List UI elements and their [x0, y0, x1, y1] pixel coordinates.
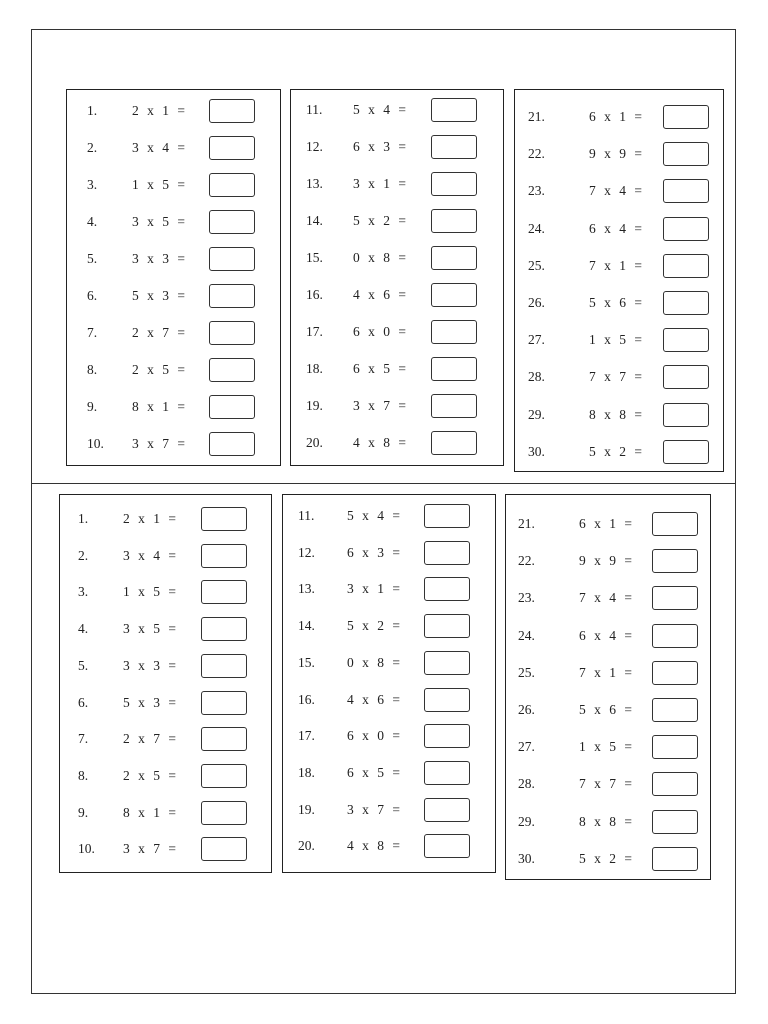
answer-box[interactable] — [652, 735, 698, 759]
problem-expression: 5 x 2 = — [353, 213, 407, 228]
answer-box[interactable] — [663, 179, 709, 203]
problem-row — [291, 172, 503, 198]
answer-box[interactable] — [424, 504, 470, 528]
problem-row — [283, 504, 495, 530]
problem-row — [506, 735, 710, 761]
problem-panel — [505, 494, 711, 880]
problem-expression: 6 x 4 = — [589, 220, 643, 236]
answer-box[interactable] — [663, 105, 709, 129]
answer-box[interactable] — [424, 761, 470, 785]
problem-row — [506, 810, 710, 836]
answer-box[interactable] — [209, 284, 255, 308]
problem-number: 1. — [87, 103, 98, 118]
answer-box[interactable] — [201, 691, 247, 715]
problem-number: 14. — [306, 213, 323, 228]
problem-row — [515, 179, 723, 205]
problem-row — [291, 135, 503, 161]
problem-number: 24. — [528, 220, 545, 236]
answer-box[interactable] — [652, 549, 698, 573]
problem-row — [67, 284, 280, 310]
problem-expression: 8 x 8 = — [589, 406, 643, 422]
problem-expression: 6 x 1 = — [579, 516, 633, 531]
answer-box[interactable] — [663, 291, 709, 315]
problem-number: 21. — [518, 516, 535, 531]
answer-box[interactable] — [424, 724, 470, 748]
problem-number: 9. — [87, 399, 98, 414]
problem-number: 28. — [528, 369, 545, 385]
problem-row — [283, 798, 495, 824]
problem-row — [283, 761, 495, 787]
problem-row — [515, 365, 723, 391]
problem-expression: 7 x 7 = — [589, 369, 643, 385]
problem-expression: 2 x 5 = — [132, 362, 186, 377]
problem-expression: 6 x 0 = — [347, 728, 401, 744]
problem-row — [283, 688, 495, 714]
answer-box[interactable] — [431, 209, 477, 233]
problem-row — [60, 544, 271, 570]
problem-number: 25. — [528, 257, 545, 273]
answer-box[interactable] — [663, 365, 709, 389]
problem-row — [291, 209, 503, 235]
problem-row — [506, 512, 710, 538]
problem-row — [60, 617, 271, 643]
problem-expression: 5 x 2 = — [347, 618, 401, 634]
problem-row — [515, 105, 723, 131]
answer-box[interactable] — [431, 172, 477, 196]
problem-number: 26. — [518, 702, 535, 717]
problem-row — [67, 432, 280, 458]
problem-number: 11. — [298, 508, 315, 523]
problem-expression: 0 x 8 = — [353, 250, 407, 265]
problem-expression: 2 x 5 = — [123, 767, 177, 783]
problem-number: 8. — [87, 362, 98, 377]
answer-box[interactable] — [431, 98, 477, 122]
problem-row — [67, 395, 280, 421]
problem-row — [291, 357, 503, 383]
problem-expression: 0 x 8 = — [347, 654, 401, 670]
problem-row — [283, 614, 495, 640]
problem-expression: 7 x 1 = — [589, 257, 643, 273]
problem-number: 16. — [298, 691, 315, 707]
problem-row — [515, 328, 723, 354]
answer-box[interactable] — [431, 135, 477, 159]
problem-number: 8. — [78, 767, 89, 783]
problem-row — [67, 99, 280, 125]
problem-expression: 9 x 9 = — [579, 553, 633, 569]
answer-box[interactable] — [663, 217, 709, 241]
problem-number: 14. — [298, 618, 315, 634]
problem-panel — [66, 89, 281, 466]
problem-expression: 2 x 1 = — [132, 103, 186, 118]
problem-row — [506, 549, 710, 575]
problem-row — [283, 541, 495, 567]
problem-number: 29. — [518, 813, 535, 829]
problem-expression: 8 x 8 = — [579, 813, 633, 829]
problem-number: 22. — [518, 553, 535, 569]
problem-row — [506, 698, 710, 724]
answer-box[interactable] — [201, 837, 247, 861]
problem-expression: 3 x 5 = — [123, 621, 177, 637]
problem-row — [283, 577, 495, 603]
problem-row — [515, 217, 723, 243]
problem-row — [506, 661, 710, 687]
answer-box[interactable] — [431, 283, 477, 307]
problem-number: 29. — [528, 406, 545, 422]
problem-number: 13. — [298, 581, 315, 597]
problem-expression: 7 x 7 = — [579, 776, 633, 792]
problem-expression: 6 x 4 = — [579, 627, 633, 643]
problem-expression: 3 x 7 = — [132, 436, 186, 451]
problem-row — [60, 801, 271, 827]
problem-number: 20. — [298, 838, 315, 854]
problem-number: 3. — [78, 584, 89, 600]
problem-row — [283, 834, 495, 860]
problem-expression: 3 x 7 = — [347, 801, 401, 817]
answer-box[interactable] — [209, 210, 255, 234]
problem-expression: 4 x 6 = — [353, 287, 407, 302]
problem-expression: 3 x 4 = — [123, 547, 177, 563]
problem-number: 13. — [306, 176, 323, 191]
problem-expression: 3 x 3 = — [123, 657, 177, 673]
problem-number: 17. — [306, 324, 323, 339]
problem-number: 22. — [528, 146, 545, 162]
problem-number: 30. — [528, 443, 545, 459]
problem-row — [283, 724, 495, 750]
answer-box[interactable] — [209, 247, 255, 271]
answer-box[interactable] — [663, 328, 709, 352]
problem-row — [515, 254, 723, 280]
sheet-divider — [31, 483, 736, 484]
problem-number: 2. — [87, 140, 98, 155]
answer-box[interactable] — [209, 136, 255, 160]
problem-expression: 6 x 5 = — [353, 361, 407, 376]
answer-box[interactable] — [431, 357, 477, 381]
problem-number: 2. — [78, 547, 89, 563]
answer-box[interactable] — [431, 394, 477, 418]
problem-number: 28. — [518, 776, 535, 792]
problem-expression: 4 x 8 = — [353, 435, 407, 450]
answer-box[interactable] — [652, 772, 698, 796]
problem-row — [60, 691, 271, 717]
problem-expression: 6 x 3 = — [353, 139, 407, 154]
answer-box[interactable] — [652, 810, 698, 834]
answer-box[interactable] — [663, 440, 709, 464]
problem-number: 10. — [78, 841, 95, 857]
problem-expression: 8 x 1 = — [132, 399, 186, 414]
answer-box[interactable] — [663, 403, 709, 427]
problem-row — [60, 727, 271, 753]
problem-row — [67, 321, 280, 347]
answer-box[interactable] — [209, 173, 255, 197]
problem-row — [291, 320, 503, 346]
problem-number: 12. — [306, 139, 323, 154]
problem-number: 27. — [518, 739, 535, 755]
problem-number: 15. — [298, 654, 315, 670]
problem-number: 7. — [87, 325, 98, 340]
problem-expression: 3 x 5 = — [132, 214, 186, 229]
problem-expression: 5 x 2 = — [589, 443, 643, 459]
problem-row — [515, 291, 723, 317]
answer-box[interactable] — [652, 698, 698, 722]
problem-row — [506, 847, 710, 873]
problem-row — [515, 440, 723, 466]
problem-number: 16. — [306, 287, 323, 302]
answer-box[interactable] — [201, 801, 247, 825]
answer-box[interactable] — [209, 321, 255, 345]
problem-row — [291, 394, 503, 420]
problem-expression: 1 x 5 = — [589, 332, 643, 348]
problem-number: 12. — [298, 544, 315, 560]
problem-expression: 6 x 0 = — [353, 324, 407, 339]
problem-expression: 5 x 6 = — [589, 295, 643, 310]
problem-expression: 3 x 1 = — [353, 176, 407, 191]
answer-box[interactable] — [201, 544, 247, 568]
problem-row — [506, 624, 710, 650]
problem-number: 24. — [518, 627, 535, 643]
problem-expression: 1 x 5 = — [579, 739, 633, 755]
problem-number: 17. — [298, 728, 315, 744]
problem-expression: 9 x 9 = — [589, 146, 643, 162]
answer-box[interactable] — [201, 507, 247, 531]
answer-box[interactable] — [652, 586, 698, 610]
answer-box[interactable] — [424, 541, 470, 565]
problem-panel — [514, 89, 724, 472]
problem-row — [291, 283, 503, 309]
problem-expression: 2 x 7 = — [132, 325, 186, 340]
problem-row — [67, 247, 280, 273]
problem-number: 10. — [87, 436, 104, 451]
answer-box[interactable] — [201, 617, 247, 641]
problem-row — [515, 403, 723, 429]
problem-number: 6. — [87, 288, 98, 303]
problem-number: 30. — [518, 850, 535, 866]
answer-box[interactable] — [424, 614, 470, 638]
problem-row — [67, 210, 280, 236]
answer-box[interactable] — [431, 431, 477, 455]
problem-row — [67, 358, 280, 384]
problem-expression: 6 x 3 = — [347, 544, 401, 560]
answer-box[interactable] — [424, 834, 470, 858]
answer-box[interactable] — [209, 99, 255, 123]
problem-expression: 8 x 1 = — [123, 804, 177, 820]
problem-expression: 2 x 1 = — [123, 511, 177, 526]
problem-expression: 5 x 3 = — [132, 288, 186, 303]
problem-number: 5. — [87, 251, 98, 266]
problem-expression: 7 x 4 = — [589, 183, 643, 199]
answer-box[interactable] — [663, 254, 709, 278]
problem-row — [67, 173, 280, 199]
problem-number: 27. — [528, 332, 545, 348]
problem-expression: 4 x 8 = — [347, 838, 401, 854]
problem-expression: 7 x 4 = — [579, 590, 633, 606]
problem-number: 4. — [87, 214, 98, 229]
problem-row — [291, 431, 503, 457]
problem-expression: 6 x 5 = — [347, 764, 401, 780]
problem-expression: 3 x 7 = — [123, 841, 177, 857]
problem-expression: 5 x 6 = — [579, 702, 633, 717]
problem-expression: 5 x 4 = — [353, 102, 407, 117]
answer-box[interactable] — [201, 580, 247, 604]
answer-box[interactable] — [431, 246, 477, 270]
problem-number: 23. — [518, 590, 535, 606]
problem-number: 15. — [306, 250, 323, 265]
problem-expression: 2 x 7 = — [123, 731, 177, 747]
answer-box[interactable] — [663, 142, 709, 166]
problem-number: 23. — [528, 183, 545, 199]
problem-row — [60, 837, 271, 863]
problem-expression: 4 x 6 = — [347, 691, 401, 707]
answer-box[interactable] — [652, 661, 698, 685]
problem-expression: 1 x 5 = — [132, 177, 186, 192]
problem-number: 7. — [78, 731, 89, 747]
problem-expression: 3 x 1 = — [347, 581, 401, 597]
answer-box[interactable] — [424, 651, 470, 675]
problem-panel — [59, 494, 272, 873]
problem-number: 3. — [87, 177, 98, 192]
problem-number: 11. — [306, 102, 323, 117]
answer-box[interactable] — [209, 432, 255, 456]
problem-row — [506, 586, 710, 612]
problem-number: 6. — [78, 694, 89, 710]
problem-number: 21. — [528, 109, 545, 124]
problem-number: 26. — [528, 295, 545, 310]
problem-panel — [282, 494, 496, 873]
answer-box[interactable] — [652, 624, 698, 648]
problem-row — [67, 136, 280, 162]
answer-box[interactable] — [652, 847, 698, 871]
problem-number: 18. — [298, 764, 315, 780]
problem-number: 19. — [306, 398, 323, 413]
problem-row — [60, 654, 271, 680]
answer-box[interactable] — [431, 320, 477, 344]
problem-expression: 5 x 4 = — [347, 508, 401, 523]
problem-number: 19. — [298, 801, 315, 817]
answer-box[interactable] — [652, 512, 698, 536]
problem-expression: 1 x 5 = — [123, 584, 177, 600]
problem-number: 9. — [78, 804, 89, 820]
answer-box[interactable] — [209, 395, 255, 419]
problem-expression: 5 x 2 = — [579, 850, 633, 866]
problem-number: 5. — [78, 657, 89, 673]
problem-row — [515, 142, 723, 168]
problem-row — [291, 98, 503, 124]
problem-row — [60, 580, 271, 606]
problem-number: 25. — [518, 664, 535, 680]
problem-expression: 3 x 7 = — [353, 398, 407, 413]
problem-expression: 3 x 3 = — [132, 251, 186, 266]
answer-box[interactable] — [209, 358, 255, 382]
problem-row — [506, 772, 710, 798]
problem-expression: 7 x 1 = — [579, 664, 633, 680]
answer-box[interactable] — [424, 798, 470, 822]
problem-row — [60, 507, 271, 533]
problem-expression: 3 x 4 = — [132, 140, 186, 155]
problem-number: 1. — [78, 511, 89, 526]
answer-box[interactable] — [201, 654, 247, 678]
problem-panel — [290, 89, 504, 466]
answer-box[interactable] — [424, 577, 470, 601]
problem-number: 4. — [78, 621, 89, 637]
problem-row — [60, 764, 271, 790]
problem-number: 18. — [306, 361, 323, 376]
problem-row — [291, 246, 503, 272]
answer-box[interactable] — [201, 727, 247, 751]
answer-box[interactable] — [201, 764, 247, 788]
answer-box[interactable] — [424, 688, 470, 712]
problem-expression: 5 x 3 = — [123, 694, 177, 710]
problem-expression: 6 x 1 = — [589, 109, 643, 124]
problem-number: 20. — [306, 435, 323, 450]
problem-row — [283, 651, 495, 677]
